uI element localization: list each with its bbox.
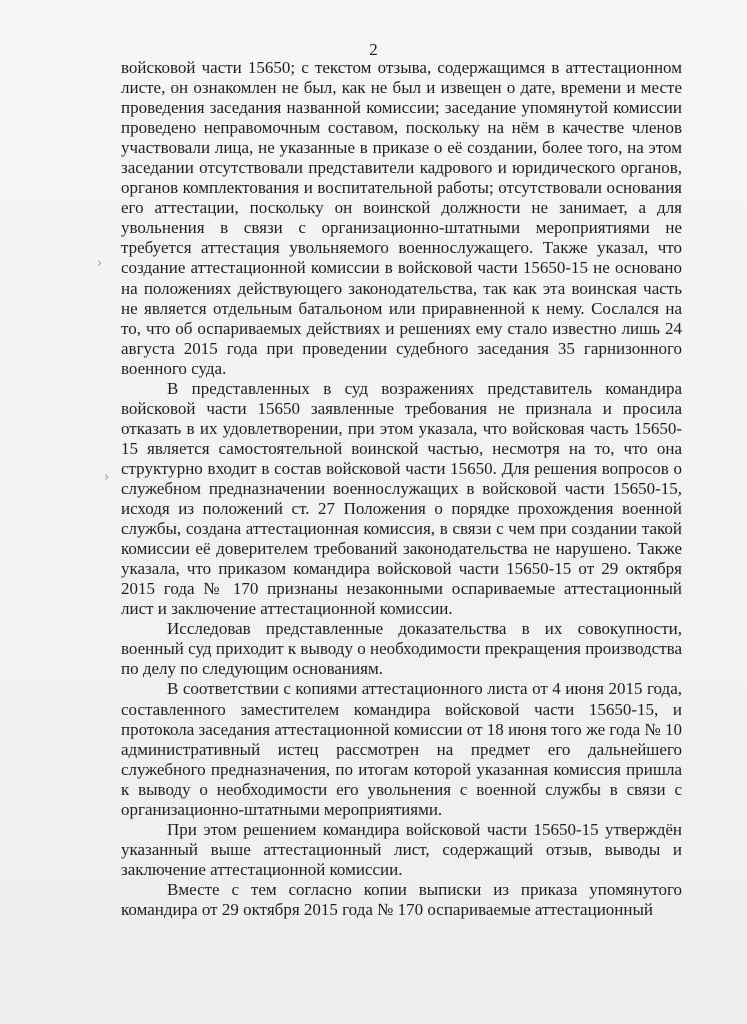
binding-hole-mark: › [104, 470, 110, 485]
paragraph-order-excerpt: Вместе с тем согласно копии выписки из приказа упомянутого командира от 29 октября 2015 года № 170 оспариваемые аттестационный [121, 879, 682, 919]
page-number: 2 [369, 40, 378, 59]
document-body [121, 58, 682, 920]
binding-hole-mark: › [97, 256, 103, 271]
paragraph-continuation: войсковой части 15650; с текстом отзыва, содержащимся в аттестационном листе, он ознакомлен не был, как не был и извещен о дате, времени и месте проведения заседания названной комиссии; заседание упомянутой комиссии проведено неправомочным составом, поскольку на нём в качестве членов участвовали лица, не указанные в приказе о её создании, более того, на этом заседании отсутствовали представители кадрового и юридического органов, органов комплектования и воспитательной работы; отсутствовали основания его аттестации, поскольку он воинской должности не занимает, а для увольнения в связи с организационно-штатными мероприятиями не требуется аттестация увольняемого военнослужащего. Также указал, что создание аттестационной комиссии в войсковой части 15650-15 не основано на положениях действующего законодательства, так как эта воинская часть не является отдельным батальоном или приравненной к нему. Сослался на то, что об оспариваемых действиях и решениях ему стало известно лишь 24 августа 2015 года при проведении судебного заседания 35 гарнизонного военного суда. [121, 58, 682, 378]
paragraph-objections: В представленных в суд возражениях представитель командира войсковой части 15650 заявленные требования не признала и просила отказать в их удовлетворении, при этом указала, что войсковая часть 15650-15 является самостоятельной воинской частью, несмотря на то, что она структурно входит в состав войсковой части 15650. Для решения вопросов о служебном предназначении военнослужащих в войсковой части 15650-15, исходя из положений ст. 27 Положения о порядке прохождения военной службы, создана аттестационная комиссия, в связи с чем при создании такой комиссии её доверителем требований законодательства не нарушено. Также указала, что приказом командира войсковой части 15650-15 от 29 октября 2015 года № 170 признаны незаконными оспариваемые аттестационный лист и заключение аттестационной комиссии. [121, 378, 682, 619]
paragraph-court-conclusion: Исследовав представленные доказательства в их совокупности, военный суд приходит к выводу о необходимости прекращения производства по делу по следующим основаниям. [121, 619, 682, 679]
paragraph-commander-decision: При этом решением командира войсковой части 15650-15 утверждён указанный выше аттестационный лист, содержащий отзыв, выводы и заключение аттестационной комиссии. [121, 819, 682, 879]
paragraph-attestation-details: В соответствии с копиями аттестационного листа от 4 июня 2015 года, составленного заместителем командира войсковой части 15650-15, и протокола заседания аттестационной комиссии от 18 июня того же года № 10 административный истец рассмотрен на предмет его дальнейшего служебного предназначения, по итогам которой указанная комиссия пришла к выводу о необходимости его увольнения с военной службы в связи с организационно-штатными мероприятиями. [121, 679, 682, 819]
